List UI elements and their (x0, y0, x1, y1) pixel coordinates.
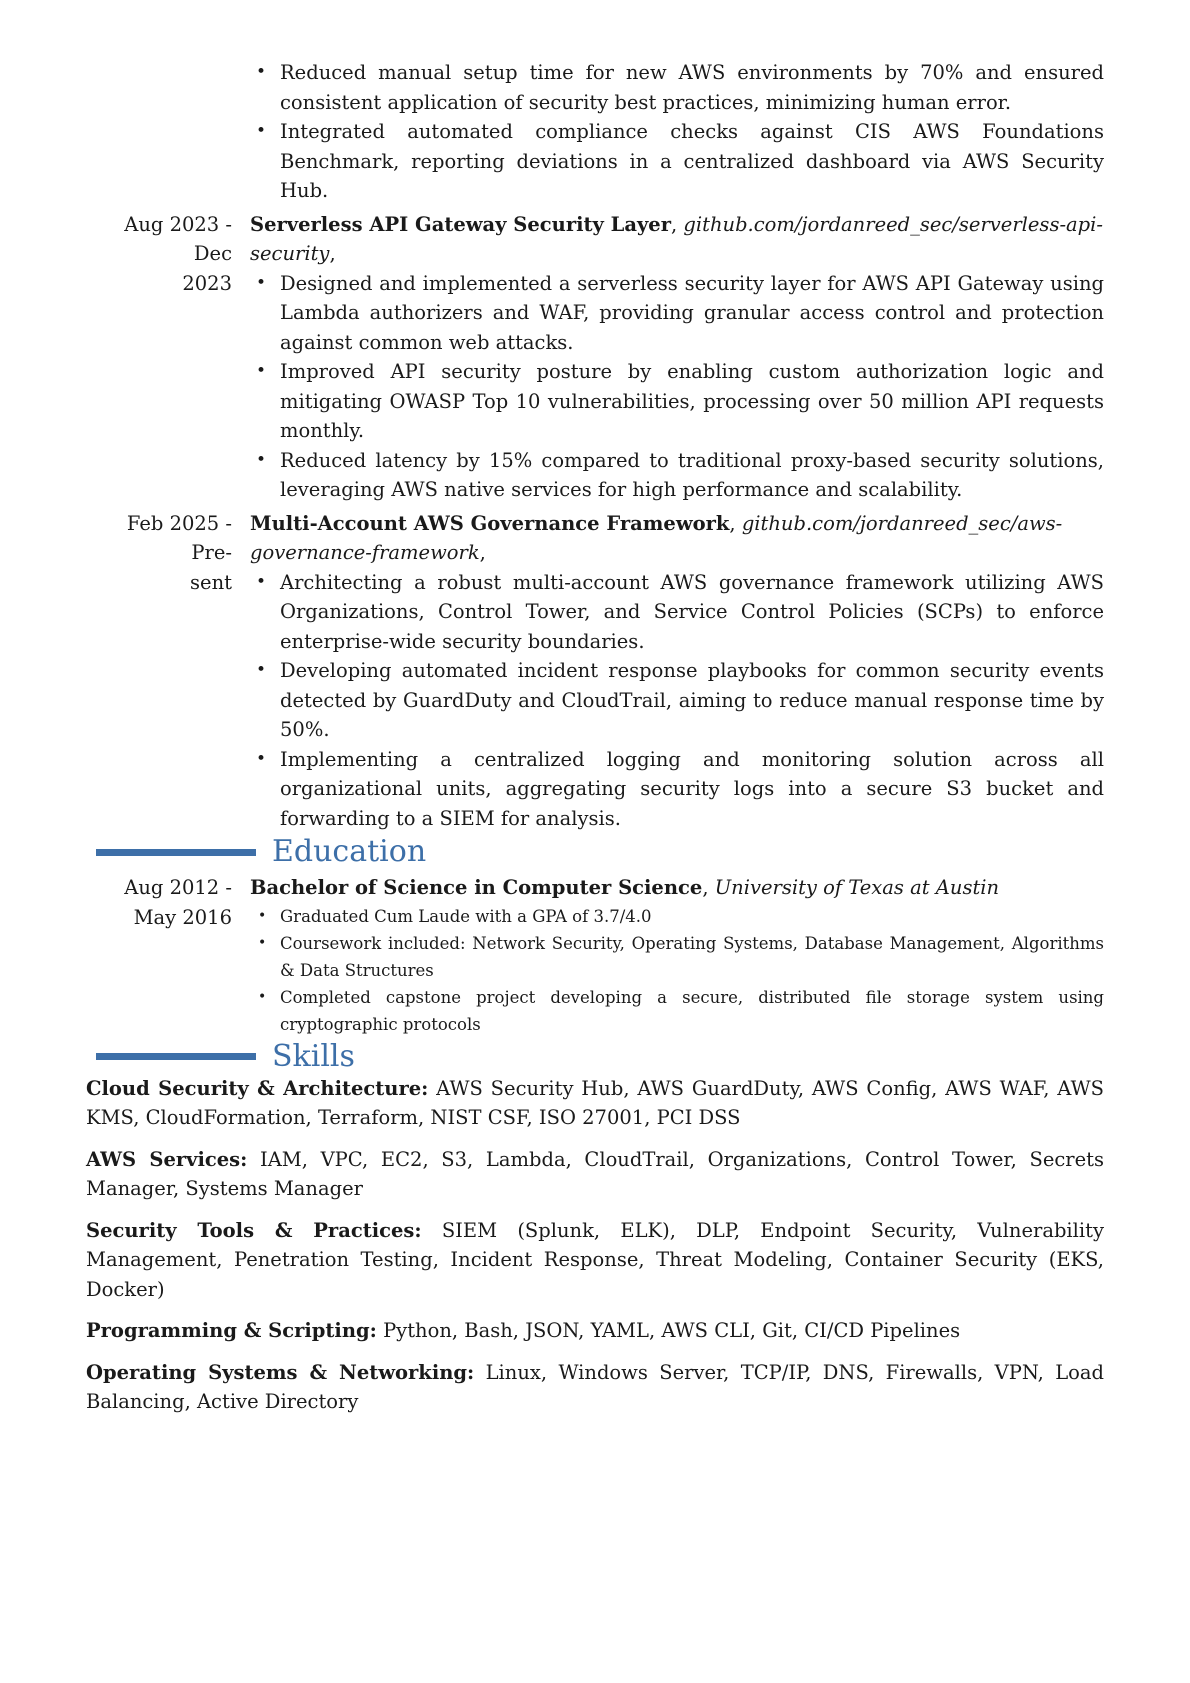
skill-value: AWS Security Hub, AWS GuardDuty, AWS Config, AWS WAF, AWS KMS, CloudFormation, Terraform, NIST CSF, ISO 27001, PCI DSS (86, 1076, 1104, 1129)
project-heading: Multi-Account AWS Governance Framework, github.com/jordanreed_sec/aws-governance-framework, (250, 511, 1063, 564)
project-date: Feb 2025 - Pre- sent (126, 511, 232, 594)
education-entry (86, 873, 1104, 1038)
project-continued (86, 58, 1104, 206)
list-item: • Developing automated incident response playbooks for common security events detected by GuardDuty and CloudTrail, aiming to reduce manual response time by 50%. (280, 656, 1104, 745)
resume-content (86, 58, 1104, 1429)
skill-label: Security Tools & Practices: (86, 1218, 422, 1242)
project-link[interactable]: github.com/jordanreed_sec/aws-governance-framework (250, 511, 1063, 564)
skills-section-header (86, 1040, 1104, 1074)
project-date: Aug 2023 - Dec 2023 (124, 212, 232, 295)
list-item: • Designed and implemented a serverless security layer for AWS API Gateway using Lambda authorizers and WAF, providing granular access control and protection against common web attacks. (280, 269, 1104, 358)
list-item: • Improved API security posture by enabling custom authorization logic and mitigating OWASP Top 10 vulnerabilities, processing over 50 million API requests monthly. (280, 357, 1104, 446)
skill-label: Programming & Scripting: (86, 1319, 377, 1342)
section-title: Education (272, 834, 427, 870)
skill-value: IAM, VPC, EC2, S3, Lambda, CloudTrail, Organizations, Control Tower, Secrets Manager, Systems Manager (86, 1147, 1104, 1200)
project-entry (86, 509, 1104, 834)
skill-value: Linux, Windows Server, TCP/IP, DNS, Firewalls, VPN, Load Balancing, Active Directory (86, 1360, 1105, 1413)
list-item: • Completed capstone project developing a secure, distributed file storage system using cryptographic protocols (280, 984, 1104, 1038)
skill-row (86, 1145, 1104, 1204)
skills-list (86, 1074, 1104, 1417)
education-date: Aug 2012 - May 2016 (124, 876, 232, 929)
project-title: Multi-Account AWS Governance Framework (250, 511, 730, 535)
section-rule (96, 849, 256, 856)
skill-row (86, 1216, 1104, 1305)
skill-value: Python, Bash, JSON, YAML, AWS CLI, Git, CI/CD Pipelines (383, 1319, 961, 1342)
list-item: • Reduced latency by 15% compared to traditional proxy-based security solutions, leveraging AWS native services for high performance and scalability. (280, 446, 1104, 505)
education-bullets (250, 903, 1104, 1038)
list-item: • Coursework included: Network Security, Operating Systems, Database Management, Algorithms & Data Structures (280, 930, 1104, 984)
project-heading: Serverless API Gateway Security Layer, github.com/jordanreed_sec/serverless-api-security, (250, 212, 1103, 265)
skill-value: SIEM (Splunk, ELK), DLP, Endpoint Security, Vulnerability Management, Penetration Testing, Incident Response, Threat Modeling, Container Security (EKS, Docker) (86, 1218, 1104, 1301)
project-title: Serverless API Gateway Security Layer (250, 212, 671, 236)
section-title: Skills (272, 1038, 355, 1074)
school-name: University of Texas at Austin (714, 876, 1000, 899)
list-item: • Reduced manual setup time for new AWS environments by 70% and ensured consistent application of security best practices, minimizing human error. (280, 58, 1104, 117)
skill-label: Operating Systems & Networking: (86, 1360, 475, 1384)
list-item: • Architecting a robust multi-account AWS governance framework utilizing AWS Organizations, Control Tower, and Service Control Policies (SCPs) to enforce enterprise-wide security boundaries. (280, 568, 1104, 657)
skill-label: AWS Services: (86, 1147, 248, 1171)
list-item: • Implementing a centralized logging and monitoring solution across all organizational units, aggregating security logs into a secure S3 bucket and forwarding to a SIEM for analysis. (280, 745, 1104, 834)
education-heading: Bachelor of Science in Computer Science, University of Texas at Austin (250, 876, 1000, 899)
project-link[interactable]: github.com/jordanreed_sec/serverless-api-security (250, 212, 1103, 265)
skill-row (86, 1074, 1104, 1133)
skill-row (86, 1316, 1104, 1346)
project-bullets (250, 269, 1104, 505)
project-bullets (250, 568, 1104, 834)
skill-label: Cloud Security & Architecture: (86, 1076, 429, 1100)
skill-row (86, 1358, 1104, 1417)
list-item: • Integrated automated compliance checks against CIS AWS Foundations Benchmark, reporting deviations in a centralized dashboard via AWS Security Hub. (280, 117, 1104, 206)
section-rule (96, 1053, 256, 1060)
education-section-header (86, 835, 1104, 869)
degree-title: Bachelor of Science in Computer Science (250, 876, 703, 899)
list-item: • Graduated Cum Laude with a GPA of 3.7/4.0 (280, 903, 1104, 930)
project-entry (86, 210, 1104, 505)
project-bullets (250, 58, 1104, 206)
